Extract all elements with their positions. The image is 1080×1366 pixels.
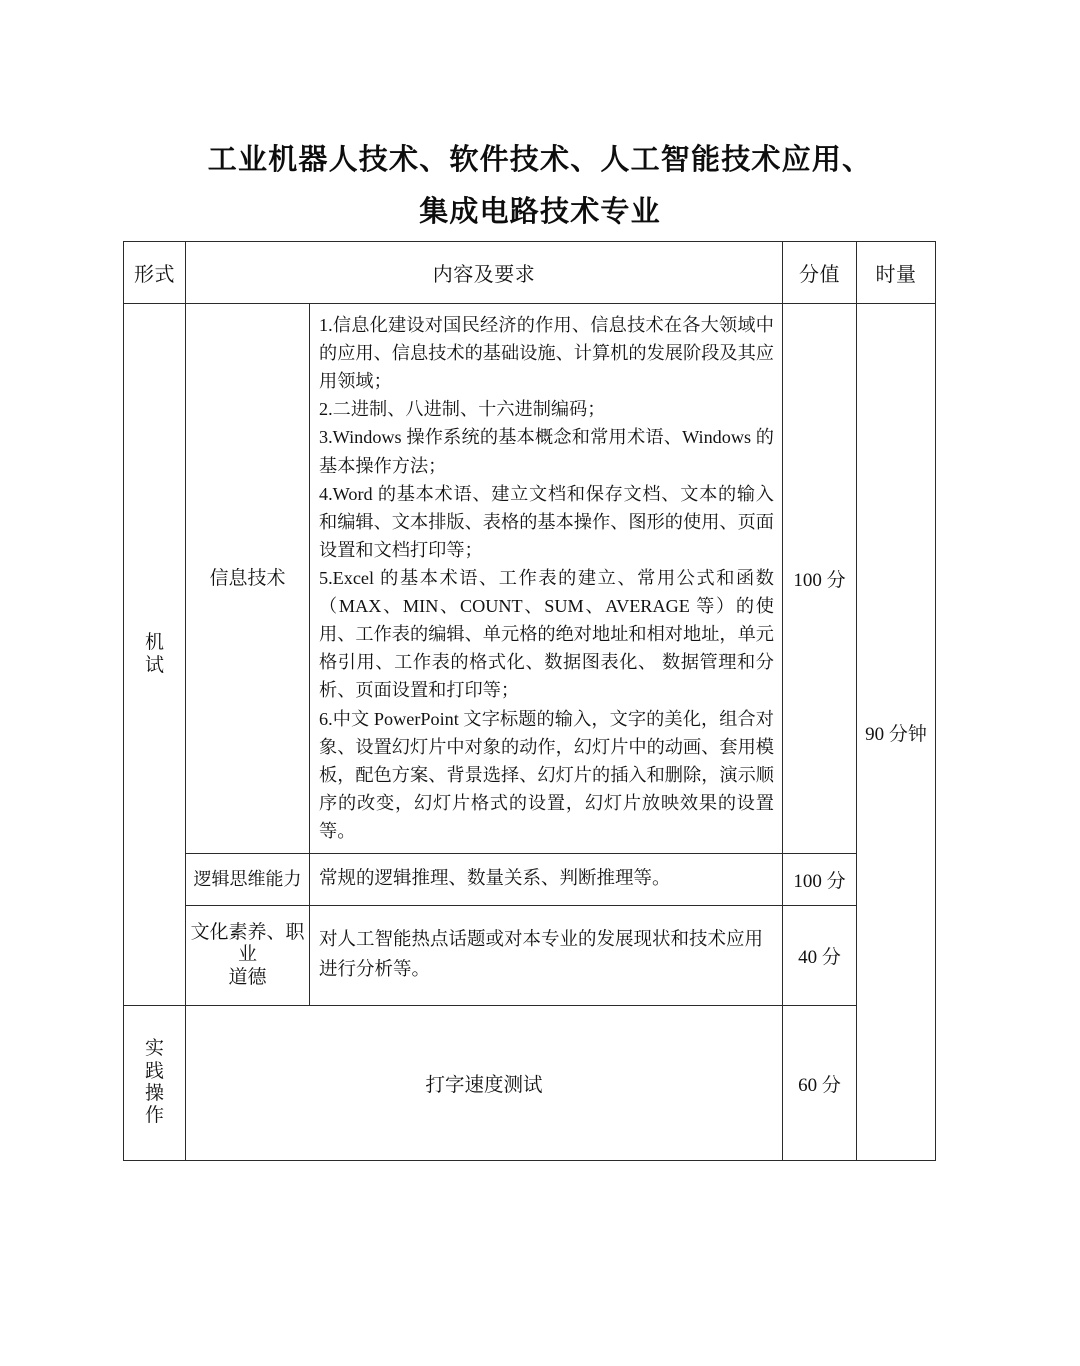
duration-cell: 90 分钟: [857, 304, 936, 1161]
content-list: [310, 304, 782, 853]
table-row: [124, 304, 936, 854]
subject-cell-wenhua: [186, 906, 310, 1006]
table-row: [124, 1006, 936, 1161]
page-title-line-2: 集成电路技术专业: [419, 196, 661, 228]
content-cell-wenhua: [310, 906, 783, 1006]
content-item: 1.信息化建设对国民经济的作用、信息技术在各大领域中的应用、信息技术的基础设施、计算机的发展阶段及其应用领域；: [319, 315, 774, 392]
spec-table-wrapper: [123, 241, 935, 1161]
score-cell-xinxi: 100 分: [783, 304, 857, 854]
column-header-form: 形式: [124, 242, 186, 304]
content-item: 3.Windows 操作系统的基本概念和常用术语、Windows 的基本操作方法；: [319, 427, 774, 476]
form-char: 实: [144, 1038, 164, 1060]
content-text: [310, 857, 782, 903]
table-row: [124, 906, 936, 1006]
content-text: [310, 918, 782, 993]
form-cell-shijian: [124, 1006, 186, 1161]
content-item: 2.二进制、八进制、十六进制编码；: [319, 399, 606, 420]
content-cell-luoji: [310, 854, 783, 906]
form-label-vertical: [124, 1038, 185, 1128]
subject-cell-xinxi: 信息技术: [186, 304, 310, 854]
content-cell-xinxi: [310, 304, 783, 854]
score-cell-shijian: 60 分: [783, 1006, 857, 1161]
column-header-duration: 时量: [857, 242, 936, 304]
score-cell-wenhua: 40 分: [783, 906, 857, 1006]
form-char: 试: [144, 654, 164, 676]
subject-line: 道德: [228, 966, 267, 988]
column-header-content: 内容及要求: [186, 242, 783, 304]
score-cell-luoji: 100 分: [783, 854, 857, 906]
page-title: [120, 134, 960, 238]
content-item: 6.中文 PowerPoint 文字标题的输入，文字的美化，组合对象、设置幻灯片中对象的动作，幻灯片中的动画、套用模板，配色方案、背景选择、幻灯片的插入和删除，演示顺序的改变，幻灯片格式的设置，幻灯片放映效果的设置等。: [319, 708, 774, 841]
form-char: 机: [144, 632, 164, 654]
subject-label-wrapped: [186, 922, 309, 989]
form-label-vertical: [124, 632, 185, 677]
form-char: 作: [144, 1105, 164, 1127]
content-line: 常规的逻辑推理、数量关系、判断推理等。: [319, 868, 671, 889]
form-cell-jishi: [124, 304, 186, 1006]
table-header-row: [124, 242, 936, 304]
title-block: [120, 134, 960, 238]
page-title-line-1: 工业机器人技术、软件技术、人工智能技术应用、: [207, 144, 873, 176]
subject-line: 文化素养、职业: [190, 921, 305, 966]
content-cell-shijian: 打字速度测试: [186, 1006, 783, 1161]
content-item: 5.Excel 的基本术语、工作表的建立、常用公式和函数（MAX、MIN、COUNT、SUM、AVERAGE 等）的使用、工作表的编辑、单元格的绝对地址和相对地址，单元格引用、工作表的格式化、数据图表化、 数据管理和分析、页面设置和打印等；: [319, 567, 774, 701]
column-header-score: 分值: [783, 242, 857, 304]
form-char: 操: [144, 1083, 164, 1105]
content-line: 对人工智能热点话题或对本专业的发展现状和技术应用进行分析等。: [319, 929, 764, 980]
form-char: 践: [144, 1060, 164, 1082]
table-row: [124, 854, 936, 906]
subject-cell-luoji: 逻辑思维能力: [186, 854, 310, 906]
spec-table: [123, 241, 936, 1161]
content-item: 4.Word 的基本术语、建立文档和保存文档、文本的输入和编辑、文本排版、表格的基本操作、图形的使用、页面设置和文档打印等；: [319, 483, 774, 560]
